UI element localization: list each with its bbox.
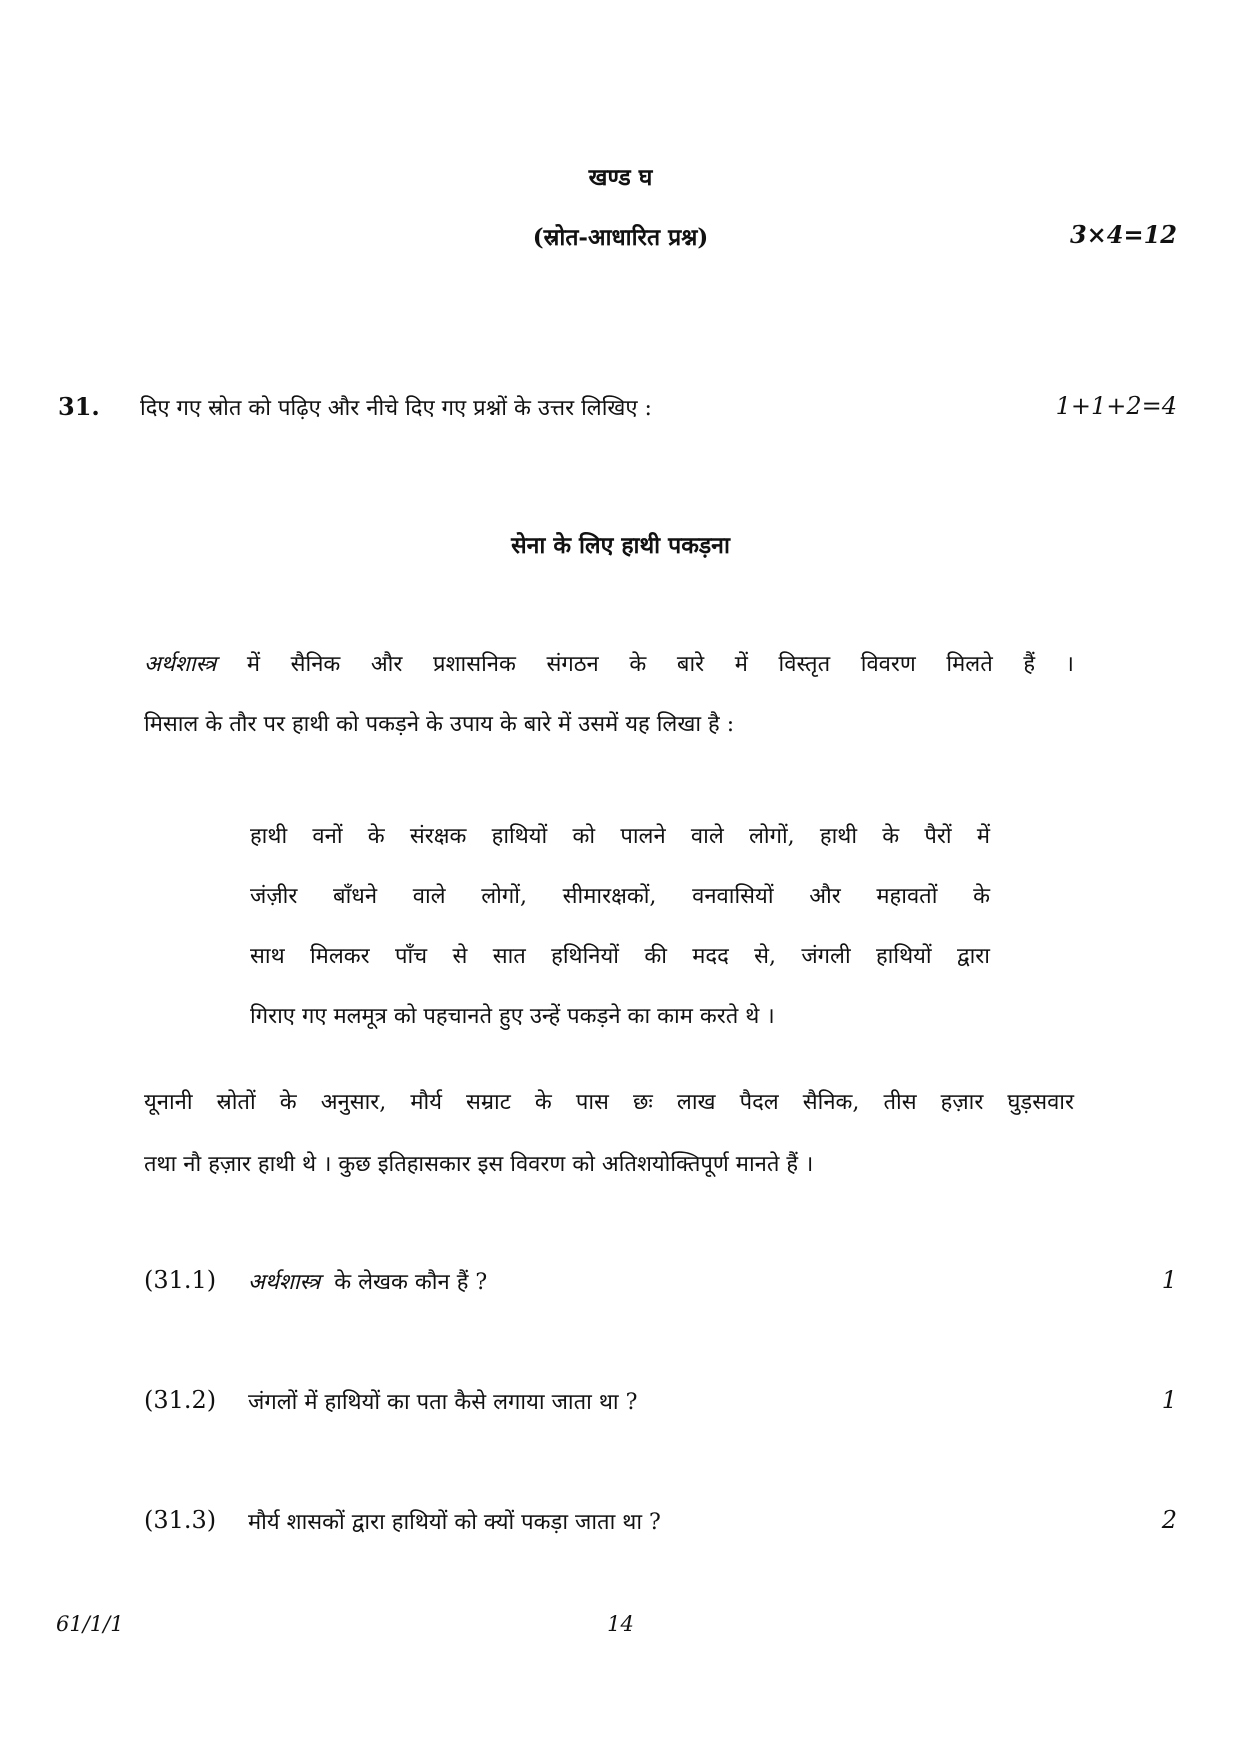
- quote-line-3: साथ मिलकर पाँच से सात हथिनियों की मदद से, जंगली हाथियों द्वारा: [250, 944, 990, 969]
- quote-line-1: हाथी वनों के संरक्षक हाथियों को पालने वाले लोगों, हाथी के पैरों में: [250, 824, 990, 849]
- subquestion-marks: 2: [1161, 1506, 1177, 1534]
- subquestion-text: मौर्य शासकों द्वारा हाथियों को क्यों पकड़ा जाता था ?: [248, 1510, 661, 1535]
- intro-line-2: मिसाल के तौर पर हाथी को पकड़ने के उपाय के बारे में उसमें यह लिखा है :: [144, 712, 735, 737]
- section-title: खण्ड घ: [588, 164, 653, 191]
- subquestion-marks: 1: [1161, 1266, 1177, 1294]
- paper-code: 61/1/1: [56, 1612, 124, 1636]
- outro-line-1: यूनानी स्रोतों के अनुसार, मौर्य सम्राट के पास छः लाख पैदल सैनिक, तीस हज़ार घुड़सवार: [144, 1090, 1074, 1115]
- intro-line-1-text: में सैनिक और प्रशासनिक संगठन के बारे में विस्तृत विवरण मिलते हैं ।: [216, 652, 1074, 677]
- subquestion-number: (31.3): [144, 1506, 217, 1534]
- question-marks: 1+1+2=4: [1055, 392, 1177, 420]
- book-title-italic: अर्थशास्त्र: [248, 1270, 321, 1295]
- question-instruction: दिए गए स्रोत को पढ़िए और नीचे दिए गए प्रश्नों के उत्तर लिखिए :: [140, 396, 652, 421]
- subquestion-text: जंगलों में हाथियों का पता कैसे लगाया जाता था ?: [248, 1390, 638, 1415]
- page-number: 14: [607, 1612, 634, 1636]
- subquestion-number: (31.2): [144, 1386, 217, 1414]
- source-title: सेना के लिए हाथी पकड़ना: [511, 532, 730, 559]
- subquestion-number: (31.1): [144, 1266, 217, 1294]
- subquestion-marks: 1: [1161, 1386, 1177, 1414]
- quote-line-4: गिराए गए मलमूत्र को पहचानते हुए उन्हें पकड़ने का काम करते थे ।: [250, 1004, 775, 1029]
- question-number: 31.: [58, 392, 100, 421]
- subquestion-text: अर्थशास्त्र के लेखक कौन हैं ?: [248, 1270, 488, 1295]
- book-title-italic: अर्थशास्त्र: [144, 652, 217, 677]
- section-marks: 3×4=12: [1069, 220, 1177, 249]
- intro-line-1: [144, 648, 1074, 678]
- section-subtitle: (स्रोत-आधारित प्रश्न): [532, 224, 709, 251]
- outro-line-2: तथा नौ हज़ार हाथी थे । कुछ इतिहासकार इस विवरण को अतिशयोक्तिपूर्ण मानते हैं ।: [144, 1152, 814, 1177]
- quote-line-2: जंज़ीर बाँधने वाले लोगों, सीमारक्षकों, वनवासियों और महावतों के: [250, 884, 990, 909]
